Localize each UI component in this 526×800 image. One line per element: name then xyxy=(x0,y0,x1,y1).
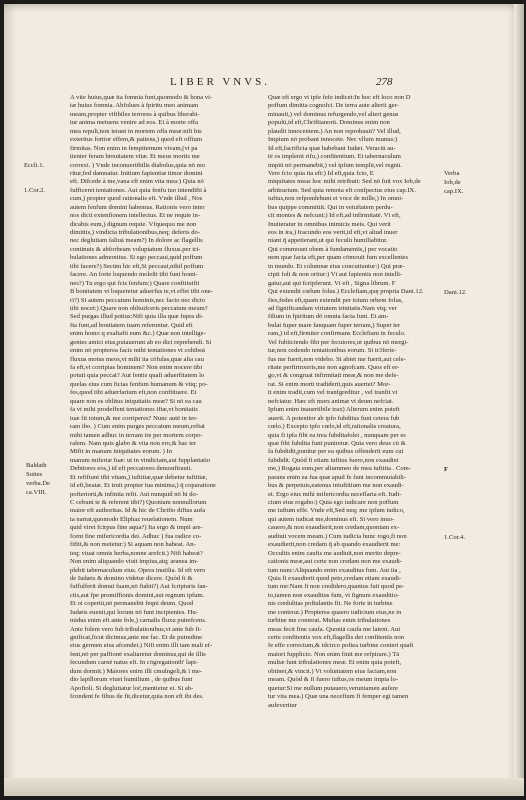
margin-note-eccli: Eccli.1. xyxy=(24,162,45,169)
text-line: fa fubdidit,punitur per ea quibus offenderit eum cui xyxy=(268,448,404,456)
text-line: plebit tabernaculum eius. Opera inutilia. Id eft vero xyxy=(70,566,206,574)
text-line: fies,fedes eft,quam extendit per totum orbem folus, xyxy=(268,296,403,304)
text-line: Non enim aliquando viuit impius,atq; aranea im- xyxy=(70,558,199,566)
text-line: Et oi copertū,nō permanebit feqni deum. Quod xyxy=(70,600,194,608)
text-line: go,vt & congruat infirmitati meæ,& non me defe- xyxy=(268,372,399,380)
text-line: me,) Rogata eum,per aliummeo de mea iuftitia . Com- xyxy=(268,465,412,473)
text-line: maiori fupplicio. Non enim finit me refpirare.) Tā xyxy=(268,650,400,658)
text-line: pofteriorū,& infinita refit. Aut nunquid nō hi do- xyxy=(70,490,199,498)
text-line: nefciatur. Hæc eft mors animæ vt deum nefciat. xyxy=(268,397,394,405)
text-line: ta narrat,quomodo Eliphaz reuelationem. Num xyxy=(70,515,193,523)
text-line: fecundum carnē natus eft. In cōgregationib' lapi- xyxy=(70,659,199,667)
text-line: bulat fuper mare fanquam fuper terram,) Super ter xyxy=(268,321,401,329)
text-line: dicabis eum,) dignum requie. Vfquequo me non xyxy=(70,220,197,228)
text-line: mea repuli,non ierant in mortem offa meæ:nifi his xyxy=(70,127,202,135)
page-number: 278 xyxy=(376,76,393,88)
text-line: ram,) id eft,firmiter confirmans Ecclefiam in feculo. xyxy=(268,330,406,338)
text-line: Vere fcio quia ita eft:) Id eft,quia fcio, E xyxy=(268,169,374,177)
margin-note-baldath: Baldath xyxy=(26,462,47,469)
text-line: eius germen eius afcendet.) Nifi enim illi tam mali ef- xyxy=(70,642,213,650)
text-line: tibi nocet:) Quare non obliuifceris peccatum meum? xyxy=(70,304,208,312)
margin-note-cor-right: 1.Cor.4. xyxy=(444,534,466,541)
book-page xyxy=(4,4,524,796)
text-line: tur anima metuens venire ad eos. Et à morte offa xyxy=(70,119,199,127)
left-text-column xyxy=(70,94,266,702)
text-line: continuis & abforbeam voluptatum fluxus.per tri- xyxy=(70,245,201,253)
margin-note-cap: cap.IX. xyxy=(444,188,464,195)
text-line: Debitores eos,) id eft peccatores demonftrauit. xyxy=(70,465,193,473)
text-line: autem fenfum domini habemus. Rationis vero inter xyxy=(70,203,205,211)
text-line: tum nunc:Aliquando enim exauditus fum. Aut ita , xyxy=(268,566,401,574)
text-line: meas fecit fine caufa. Quoniā caufa me latent. Aut xyxy=(268,625,401,633)
text-line: me conterat.) Propterea quaero iudicium eius,ne in xyxy=(268,608,402,616)
text-line: firmitas. Non enim in fempiternum vivam,(vt pa xyxy=(70,144,198,152)
text-line: filium in fpiritum dō omnia facta funt. Et am- xyxy=(268,313,389,321)
text-line: nes?) Tu ergo qui fcis fenfum:) Quare conftituifti xyxy=(70,279,200,287)
text-line: dum dormit.) Maiores enim illi cmulngeli,& ī me- xyxy=(70,667,203,675)
text-line: eft. Difcede à me,vana eft enim vita mea:) Quia nō xyxy=(70,178,204,186)
page-bottom-edge xyxy=(4,778,524,796)
text-line: Ipfum enim inauertibile trax) Alterum enim poteft xyxy=(268,406,400,414)
text-line: ad fignificandam virtutem trinitatis.Nam vtq; ver xyxy=(268,304,397,312)
text-line: teq; viuat omnis herba,nonne arefcit.) Nifi habeat? xyxy=(70,549,203,557)
text-line: correxi. ) Vnde inconuertibilis diabolus,quia nō mo xyxy=(70,161,206,169)
text-line: fcent fine mifericordia dei. Adhuc ) fua radice co- xyxy=(70,532,202,540)
text-line: Quia fi exaudierit quod peto,credam etiam exaudi- xyxy=(268,574,402,582)
text-line: bus & perpetuis,eatenus iniuftitium me non exaudi- xyxy=(268,482,404,490)
text-line: eos in ira,) Iracundo eos verit,id eft,vt aliud inuer xyxy=(268,229,398,236)
text-line: Inuiteratur in omnibus inimicis meis. Qui verit xyxy=(268,220,391,228)
text-line: parans enim ea fua quæ apud fe funt incommutabili- xyxy=(268,473,407,481)
margin-note-dani: Dani.12. xyxy=(444,289,467,296)
text-line: plaudit innocentem.) An non reprobauit? Vel illud, xyxy=(268,127,401,135)
text-line: cationis meæ,aut certe non credam non me exaudi- xyxy=(268,558,403,566)
text-line: bus quippe committit. Qui in vetuftatem perdu- xyxy=(268,203,393,211)
text-line: Apoftoli. Si deglutiatur loc̄,mentietur ei. Si ab- xyxy=(70,684,194,692)
text-line: dio lapillorum viuet humilium , de quibus funt xyxy=(70,676,193,684)
margin-note-ca: ca.VIII. xyxy=(26,489,47,496)
text-line: fta funt,ad bonitatem tuam referuntur. Quid eft xyxy=(70,321,193,329)
text-line: rat. Si enim morti tradiderit,quis auertet? Mor- xyxy=(268,380,391,388)
text-line: nec deglutiam faliuā meam?) In dolore ac flagellis xyxy=(70,237,203,245)
text-line: fe effe correctum,& idcirco poftea turbine conteri quafi xyxy=(268,642,414,650)
text-line: obtinet,& vincit.) Vt voluntatem eius faciam,non xyxy=(268,667,397,675)
text-line: id eft,beatæ. Et truit propter tua minima,) q̄ coparatione xyxy=(70,482,216,490)
text-line: Mifit in manum iniquitates eorum. ) In xyxy=(70,448,173,456)
text-line: audiuit vocem meam.) Cum iudicia hunc rogo,fi non xyxy=(268,532,407,540)
text-line: Qui commouet obem à fundamentis,) per vocatio xyxy=(268,245,398,253)
text-line: minauit,) vel dominus refurgendo,vel alteri genus xyxy=(268,110,399,118)
text-line: cium eius rogabo:) Quia ego iudicare non poffum xyxy=(268,499,399,506)
text-line: Qui extendit cœlum folus.) Ecclefiam,quę propria Dani.12. xyxy=(268,288,424,296)
text-line: fcondent fe fibus de fit,dicetur,quia non eft ibi des. xyxy=(70,693,204,701)
text-line: tibi facere?) Secūm hic eft,Si peccaui,nihil poffum xyxy=(70,262,204,270)
text-line: meam,propter vifibiles terrores à quibus liberabi- xyxy=(70,110,200,118)
page-edge-shadow xyxy=(514,4,524,796)
text-line: meam. Quòd & fi fuero iuftus,os meum impia lo- xyxy=(268,676,399,684)
text-line: Quæ eft ergo vt ipfe fefe indicet:In hoc eft loco non D xyxy=(268,94,411,101)
text-line: ritate perftrinxeris,me non agnofcam. Quos eft er- xyxy=(268,364,400,371)
text-line: quetur:Si me nullum putauero,veruntamen aufere xyxy=(268,684,398,692)
text-line: turbine me conterat. Multas enim tribulationes xyxy=(268,617,391,625)
text-line: certe confitentis vox eft,flagellis dei confitentis non xyxy=(268,634,405,641)
text-line: tuæ fit totum,& me corriperes? Nunc autē in ter- xyxy=(70,414,198,422)
text-line: tienter feram breuitatem vitæ. Et meus mortis me xyxy=(70,153,200,161)
text-line: fa vt mihi prodeffent tentationes iftæ,vt bonitatis xyxy=(70,406,198,414)
text-line: Vel fubiiciendo fibi per fecutores,ut quibus nō mergi- xyxy=(268,338,409,346)
text-line: ti enim tradit,cum vel tranfgreditur , vel tranfit vt xyxy=(268,389,398,397)
margin-note-verba: verba.De xyxy=(26,480,50,487)
text-line: fiftit,& non metetur:) Si aquam non habeat. An- xyxy=(70,541,196,549)
text-line: Et refiftunt tibi vitam,) iuftitiæ,quæ debetur iuftitiæ, xyxy=(70,473,208,481)
text-line: quare non es oblitus iniquitatis meæ? Si nō ea cau xyxy=(70,397,202,405)
text-line: ralem. Nam quis glabo & vita non ero,& hac ter xyxy=(70,439,197,447)
text-line: tur vita mea.) Quæ una necefium fi femper egi tamen xyxy=(268,693,409,701)
text-line: exteritus fortior effem,& patiens,) quod eft offium xyxy=(70,136,202,144)
text-line: niant q̄ appetierant,ut qui feculū humiliabitur. xyxy=(268,237,388,245)
text-line: fa eft,vt corripias hominem? Non enim nocere tibi xyxy=(70,364,203,371)
text-line: midus enim eft ante fole,) carnalis fluxu putrefcens. xyxy=(70,617,207,625)
text-line: iniquitates meas hoc mihi retribuit: Sed nō fuit vox Iob,de xyxy=(268,178,421,186)
text-line: to,tamen non exauditus fum, vt fignum exauditio- xyxy=(268,591,400,599)
text-line: auerti. A potentior ab ipfo fubditus funt cetera fub xyxy=(268,414,400,422)
text-line: gentes amici eius,putauerunt ab eo dici reprehendi. Si xyxy=(70,338,212,346)
text-line: Impium nō probant innocete. Nec vllum munus:) xyxy=(268,136,398,144)
text-line: populū,id eft,Chriftianorū. Dominus enim non xyxy=(268,119,390,127)
text-line: nis credulitas poftulantis fit. Ne forte in turbine xyxy=(268,600,393,608)
text-line: A vite huius,quæ ita fomnia funt,quomodo & bona vi- xyxy=(70,94,213,101)
text-line: gatur,aut qui fcripferunt. Vt eft , Signa librum. F xyxy=(268,279,396,287)
text-line: facere. An forte loquendo moleſti tibi funt homi- xyxy=(70,271,198,279)
text-line: fus me fuerit,non videbo. Si abiet me fuerit,aut cele- xyxy=(268,355,406,363)
text-line: fent,nō per paffionē exaltaretur dominus,qui de illis xyxy=(70,650,206,658)
text-line: fuffulferit domui fuam,nō ftabit?) Aut fcripturis fan- xyxy=(70,583,208,591)
text-line: de Iudæis & domino videtur dicere. Quòd fi & xyxy=(70,574,193,582)
text-line: me iuftum effe. Vnde eft,Sed neq; me ipfum iudico, xyxy=(268,507,405,515)
text-line: ctis,aut fpe promiffionis domini,aut regnum ipfum. xyxy=(70,591,205,599)
text-line: ri?) Si autem peccatum hominis,nec facto nec dicto xyxy=(70,296,206,304)
text-line: B bonitatem vt loqueretur aduerfus te,vt effet tibi one- xyxy=(70,288,213,296)
text-line: cauero,& non exaudierit,non credam,quoniam ex- xyxy=(268,524,400,532)
text-line: C cebunt te & referent tibi?) Quoniam nonnullorum xyxy=(70,499,207,506)
text-line: manum miferiæ fuæ: ut in vindictam,aut fupplantatio xyxy=(70,456,211,464)
text-line: tē os implenit rifu,) confitentium. Et tabernaculum xyxy=(268,153,401,161)
text-line: arbitrarium. Sed quia remota eft confpectus eius cap.IX. xyxy=(268,186,416,194)
text-line: fluxus motus meos,vt mihi ita cōfulas,quæ alia cau xyxy=(70,355,204,363)
text-line: poffum dimitta cognofci. De terra aute alterii ger- xyxy=(268,102,399,110)
text-line: enim nō propterea facis mihi tentationes vt cohibeā xyxy=(70,347,205,355)
text-line: cum,) propter quod rationalis eft. Vnde illud , Nos xyxy=(70,195,203,203)
text-line: quid viret fcirpus fine aqua?) Ita ergo & impii are- xyxy=(70,524,203,532)
text-line: fubdidit. Quòd fi etiam iuftius fuero,non exaudiet xyxy=(268,456,399,464)
text-line: in mundo. Et columnæ eius concutiuntur:) Qui præ- xyxy=(268,262,405,270)
text-line: quia fi ipfa fibi ea trea fubditafolet , nunquam per es xyxy=(268,431,406,439)
text-line: quelas eius cum ficias fenfum humanum & vtiq; po- xyxy=(70,380,208,388)
running-title: LIBER VNVS. xyxy=(170,76,271,88)
text-line: qui autem iudicat me,dominus eft. Si vero inuo- xyxy=(268,515,395,523)
page-header xyxy=(4,76,524,92)
text-line: bulationes admonitus. Si ego peccaui,quid poffum xyxy=(70,254,203,262)
text-line: Iudæis euenit,qui locum nō funt incipientes. Hu- xyxy=(70,608,198,616)
margin-note-iob: Iob,de xyxy=(444,179,461,186)
text-line: iuftus,non refpondebunt ei voce de mille,) In omni- xyxy=(268,195,404,203)
text-line: exaudierit,non credam q̄ ab quando exaudierit me: xyxy=(268,541,401,549)
text-line: tur,non cedendo tentationibus eorum. Si tr3ferie- xyxy=(268,347,397,355)
text-line: cœlo.) Excepto ipfo cœlo,id eft,rationalis creatura, xyxy=(268,423,401,431)
text-line: gnificat,ficut dicimus,ante me fac. Et de putredine xyxy=(70,634,203,641)
text-line: nem quæ facta eft,per quam cōmouit fum excellentes xyxy=(268,254,408,262)
text-line: Sed purgas illud potius:Nifi quia illa quæ fupra di- xyxy=(70,313,204,321)
text-line: dimittis,) vindicta tribulationibus,neq; deferis do- xyxy=(70,229,201,236)
text-line: mihi tamen adhuc in terram ire per mortem corpo- xyxy=(70,431,203,439)
text-line: et. Ergo eius mihi mifericordia necefſaria eft. Iudi- xyxy=(268,490,402,498)
text-line: Occultis enim caufis me audiuit,non merito depre- xyxy=(268,549,401,557)
margin-note-verba-right: Verba xyxy=(444,170,460,177)
text-line: ram ibo. ) Cum enim purges peccatum meum,reftat xyxy=(70,423,205,431)
text-line: Ante folem vero fub tribulationibus,vt ante fub fi- xyxy=(70,625,202,633)
text-line: fufficeret tentationes. Aut quia fenfu tuo intendifti à xyxy=(70,186,207,194)
text-line: enim homo q exaltafti eum &c.) Quæ non intellige- xyxy=(70,330,206,338)
text-line: tæ huius fomnia. Abfolues à fpiritu meo animam xyxy=(70,102,199,110)
text-line: maior eft authoritas. Id & hic de Chrifto diftus aufa xyxy=(70,507,206,515)
text-line: cit montes & nefcunt:) Id eft,ad infirmitatē. Vt eft, xyxy=(268,212,401,220)
margin-note-cor: 1.Cor.2. xyxy=(24,187,46,194)
margin-marker-f: F xyxy=(444,466,449,473)
text-line: tum me:Nam fi non credidero,quantus fuit quod pe- xyxy=(268,583,405,591)
text-line: impiū nō permanebit,) vel ipfum templū,vel regnū. xyxy=(268,161,402,169)
text-line: multæ funt tribulationes meæ. Et enim quia poteft, xyxy=(268,659,402,667)
text-line: cipit foli & non oritur:) Vt aut fapientis non intelli- xyxy=(268,271,403,279)
text-line: fes,quod tibi aduerfarium eft,non conftituere. Et xyxy=(70,389,197,397)
text-line: aufeveritur xyxy=(268,701,297,709)
text-line: Id eft,facrificia quæ habebant Iudæi. Veraciū au- xyxy=(268,144,396,152)
text-line: nos dicit extenfionem intellectus. Et ne requie in- xyxy=(70,212,201,220)
text-line: quæ fibi fubdita funt puniretur. Quia vero deus cū & xyxy=(268,439,406,447)
right-text-column xyxy=(268,94,440,710)
text-line: potuit quia peccat? Aut fentis quafi aduerfitatem lo xyxy=(70,372,205,380)
text-line: ritur,fed damnatur. Initium fapientiæ timor domini xyxy=(70,169,203,177)
margin-note-suites: Suites xyxy=(26,471,43,478)
